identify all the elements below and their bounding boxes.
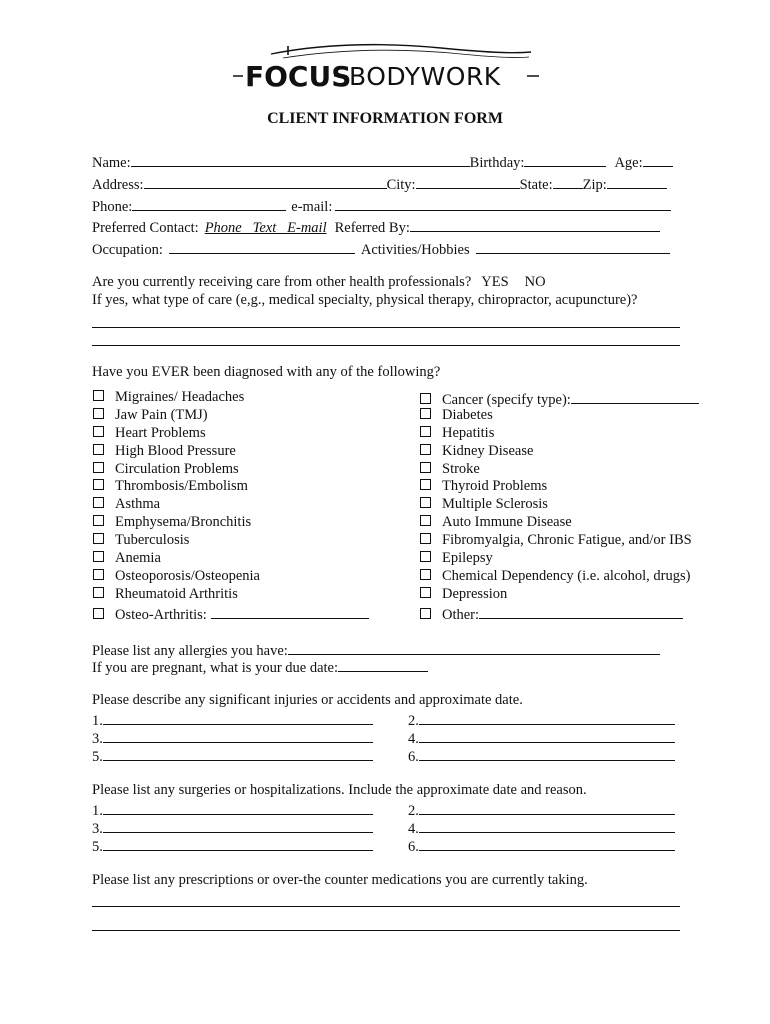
age-field[interactable]	[643, 152, 673, 167]
conditions-left-column	[93, 389, 369, 622]
entry-number: 2.	[408, 713, 419, 729]
condition-item	[420, 550, 699, 568]
logo-bodywork-text: BODYWORK	[349, 62, 501, 91]
referred-by-field[interactable]	[410, 217, 660, 232]
condition-item	[93, 425, 369, 443]
conditions-right-column	[420, 389, 699, 622]
condition-label: Diabetes	[442, 406, 493, 423]
entry-field[interactable]	[103, 818, 373, 833]
condition-label: Multiple Sclerosis	[442, 496, 548, 513]
condition-item	[420, 514, 699, 532]
condition-checkbox[interactable]	[420, 515, 431, 526]
city-label: City:	[386, 177, 416, 193]
allergies-label: Please list any allergies you have:	[92, 643, 288, 659]
condition-item	[420, 425, 699, 443]
address-field[interactable]	[144, 174, 387, 189]
condition-item	[93, 407, 369, 425]
email-field[interactable]	[335, 196, 671, 211]
condition-label: Kidney Disease	[442, 442, 534, 459]
condition-item	[420, 461, 699, 479]
due-date-field[interactable]	[338, 657, 428, 672]
condition-label: Other:	[442, 606, 480, 623]
pregnant-label: If you are pregnant, what is your due date:	[92, 660, 339, 676]
condition-item	[420, 586, 699, 604]
condition-item	[420, 568, 699, 586]
condition-checkbox[interactable]	[420, 462, 431, 473]
address-row	[92, 174, 667, 194]
logo-focus-text: FOCUS	[245, 60, 352, 93]
condition-item	[93, 532, 369, 550]
condition-item	[93, 514, 369, 532]
logo-graphic	[231, 40, 541, 96]
entry-number: 1.	[92, 713, 103, 729]
condition-checkbox[interactable]	[420, 426, 431, 437]
condition-item	[420, 389, 699, 407]
birthday-label: Birthday:	[469, 155, 525, 171]
phone-field[interactable]	[132, 196, 286, 211]
condition-checkbox[interactable]	[93, 515, 104, 526]
condition-item	[420, 496, 699, 514]
care-no-option[interactable]: NO	[524, 274, 546, 290]
condition-checkbox[interactable]	[93, 462, 104, 473]
phone-label: Phone:	[92, 199, 133, 215]
entry-field[interactable]	[103, 836, 373, 851]
activities-field[interactable]	[476, 239, 670, 254]
condition-checkbox[interactable]	[420, 587, 431, 598]
preferred-contact-label: Preferred Contact:	[92, 220, 199, 236]
state-field[interactable]	[553, 174, 583, 189]
surgeries-entry	[92, 836, 373, 856]
condition-specify-field[interactable]	[479, 604, 683, 619]
care-question: Are you currently receiving care from other health professionals?	[92, 274, 472, 290]
occupation-row	[92, 239, 670, 259]
condition-item	[93, 604, 369, 622]
entry-field[interactable]	[419, 728, 675, 743]
condition-checkbox[interactable]	[93, 408, 104, 419]
care-answer-line-2[interactable]	[92, 345, 680, 346]
condition-item	[420, 478, 699, 496]
entry-number: 5.	[92, 749, 103, 765]
name-row	[92, 152, 673, 172]
entry-field[interactable]	[419, 710, 675, 725]
condition-label: Thrombosis/Embolism	[115, 478, 248, 495]
condition-label: Migraines/ Headaches	[115, 389, 245, 405]
entry-field[interactable]	[103, 746, 373, 761]
surgeries-prompt: Please list any surgeries or hospitalizations. Include the approximate date and reason.	[92, 782, 587, 798]
state-label: State:	[519, 177, 553, 193]
entry-field[interactable]	[419, 818, 675, 833]
condition-label: Hepatitis	[442, 424, 495, 441]
injuries-prompt: Please describe any significant injuries or accidents and approximate date.	[92, 692, 523, 708]
condition-item	[93, 443, 369, 461]
pregnant-row	[92, 657, 428, 677]
entry-field[interactable]	[103, 728, 373, 743]
city-field[interactable]	[416, 174, 520, 189]
contact-row	[92, 217, 660, 237]
condition-item	[93, 586, 369, 604]
condition-checkbox[interactable]	[93, 444, 104, 455]
entry-number: 4.	[408, 731, 419, 747]
condition-checkbox[interactable]	[93, 587, 104, 598]
zip-label: Zip:	[582, 177, 607, 193]
condition-label: Emphysema/Bronchitis	[115, 514, 252, 531]
entry-field[interactable]	[419, 800, 675, 815]
name-field[interactable]	[131, 152, 470, 167]
occupation-field[interactable]	[169, 239, 355, 254]
injuries-entry	[408, 710, 675, 730]
surgeries-entry	[408, 836, 675, 856]
condition-label: Thyroid Problems	[442, 478, 548, 495]
condition-checkbox[interactable]	[420, 393, 431, 404]
condition-checkbox[interactable]	[420, 533, 431, 544]
condition-label: Chemical Dependency (i.e. alcohol, drugs)	[442, 567, 691, 584]
condition-label: High Blood Pressure	[115, 442, 236, 459]
entry-number: 3.	[92, 821, 103, 837]
condition-checkbox[interactable]	[420, 408, 431, 419]
phone-row	[92, 196, 671, 216]
entry-number: 2.	[408, 803, 419, 819]
injuries-entry	[92, 746, 373, 766]
condition-label: Rheumatoid Arthritis	[115, 585, 238, 602]
condition-item	[93, 568, 369, 586]
condition-label: Heart Problems	[115, 424, 206, 441]
care-answer-line-1[interactable]	[92, 327, 680, 328]
condition-item	[93, 478, 369, 496]
referred-by-label: Referred By:	[334, 220, 410, 236]
entry-number: 5.	[92, 839, 103, 855]
condition-item	[93, 496, 369, 514]
condition-checkbox[interactable]	[420, 497, 431, 508]
condition-checkbox[interactable]	[93, 497, 104, 508]
activities-label: Activities/Hobbies	[360, 242, 470, 258]
allergies-field[interactable]	[288, 640, 660, 655]
condition-label: Anemia	[115, 550, 161, 567]
condition-item	[420, 443, 699, 461]
surgeries-entry	[408, 818, 675, 838]
entry-field[interactable]	[419, 746, 675, 761]
condition-item	[93, 550, 369, 568]
medications-line-2[interactable]	[92, 930, 680, 931]
condition-label: Tuberculosis	[115, 532, 190, 549]
condition-checkbox[interactable]	[93, 533, 104, 544]
entry-number: 3.	[92, 731, 103, 747]
injuries-entry	[408, 728, 675, 748]
surgeries-entry	[92, 818, 373, 838]
condition-label: Auto Immune Disease	[442, 514, 572, 531]
condition-label: Cancer (specify type):	[442, 392, 571, 408]
medications-line-1[interactable]	[92, 906, 680, 907]
condition-specify-field[interactable]	[571, 389, 699, 404]
age-label: Age:	[614, 155, 643, 171]
condition-label: Jaw Pain (TMJ)	[115, 406, 208, 423]
condition-label: Asthma	[115, 496, 161, 513]
condition-checkbox[interactable]	[420, 444, 431, 455]
address-label: Address:	[92, 177, 144, 193]
condition-label: Epilepsy	[442, 550, 493, 567]
care-yes-option[interactable]: YES	[481, 274, 509, 290]
care-followup: If yes, what type of care (e,g., medical specialty, physical therapy, chiropractor, acupuncture)?	[92, 292, 638, 308]
condition-checkbox[interactable]	[93, 426, 104, 437]
injuries-entry	[408, 746, 675, 766]
condition-label: Circulation Problems	[115, 460, 239, 477]
care-question-row	[92, 274, 546, 291]
condition-checkbox[interactable]	[420, 479, 431, 490]
condition-checkbox[interactable]	[93, 479, 104, 490]
condition-label: Osteo-Arthritis:	[115, 606, 207, 623]
condition-item	[420, 532, 699, 550]
condition-checkbox[interactable]	[420, 608, 431, 619]
birthday-field[interactable]	[524, 152, 606, 167]
condition-item	[93, 461, 369, 479]
surgeries-entry	[408, 800, 675, 820]
condition-label: Fibromyalgia, Chronic Fatigue, and/or IBS	[442, 532, 692, 549]
diagnosed-question: Have you EVER been diagnosed with any of the following?	[92, 364, 441, 380]
condition-checkbox[interactable]	[420, 569, 431, 580]
condition-label: Depression	[442, 585, 508, 602]
condition-specify-field[interactable]	[211, 604, 369, 619]
condition-checkbox[interactable]	[93, 390, 104, 401]
entry-number: 1.	[92, 803, 103, 819]
zip-field[interactable]	[607, 174, 667, 189]
entry-field[interactable]	[419, 836, 675, 851]
contact-options[interactable]: Phone Text E-mail	[204, 220, 327, 236]
condition-checkbox[interactable]	[420, 551, 431, 562]
condition-label: Osteoporosis/Osteopenia	[115, 567, 260, 584]
condition-item	[93, 389, 369, 407]
occupation-label: Occupation:	[92, 242, 163, 258]
entry-number: 4.	[408, 821, 419, 837]
injuries-entry	[92, 728, 373, 748]
injuries-entry	[92, 710, 373, 730]
entry-field[interactable]	[103, 800, 373, 815]
email-label: e-mail:	[291, 199, 333, 215]
name-label: Name:	[92, 155, 131, 171]
condition-item	[420, 604, 699, 622]
condition-checkbox[interactable]	[93, 569, 104, 580]
form-title: CLIENT INFORMATION FORM	[267, 110, 503, 127]
entry-number: 6.	[408, 839, 419, 855]
medications-prompt: Please list any prescriptions or over-the counter medications you are currently taking.	[92, 872, 588, 888]
condition-checkbox[interactable]	[93, 551, 104, 562]
condition-item	[420, 407, 699, 425]
surgeries-entry	[92, 800, 373, 820]
condition-label: Stroke	[442, 460, 480, 477]
condition-checkbox[interactable]	[93, 608, 104, 619]
entry-field[interactable]	[103, 710, 373, 725]
entry-number: 6.	[408, 749, 419, 765]
focus-bodywork-logo	[231, 40, 541, 96]
